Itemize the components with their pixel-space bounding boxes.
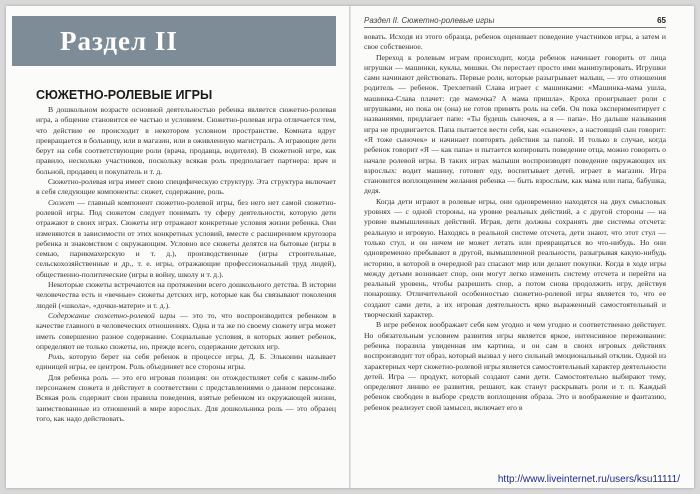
left-paragraph [36,280,336,311]
paragraph-text: — это то, что воспроизводится ребенком в качестве главного в человеческих отношениях. Одна и та же по своему сюжету игра может иметь совершенно разное содержание. Социальные условия, в которых живет ребенок, определяют не только сюжеты, но, прежде всего, содержание детских игр. [36,310,336,351]
right-page [364,16,666,413]
watermark-link[interactable]: http://www.liveinternet.ru/users/ksu11111/ [497,474,680,485]
right-body-text [364,32,666,413]
right-paragraph: вовать. Исходя из этого образца, ребенок оценивает поведение участников игры, а затем и свое собственное. [364,32,666,52]
book-spread [6,6,694,488]
paragraph-lead-term: Содержание сюжетно-ролевой игры [48,310,176,320]
running-head-title: Раздел II. Сюжетно-ролевые игры [364,16,495,25]
left-paragraph [36,352,336,373]
page-number: 65 [657,16,666,25]
left-body-text [36,105,336,424]
left-paragraph [36,198,336,280]
chapter-banner [12,16,336,66]
paragraph-text: Некоторые сюжеты встречаются на протяжении всего дошкольного детства. В истории человечества есть и «вечные» сюжеты детских игр, которые как бы связывают поколения людей («школа», «дочки-матери» и т. д.). [36,280,336,310]
left-paragraph [36,177,336,198]
paragraph-text: , которую берет на себя ребенок в процессе игры, Д. Б. Эльконин называет единицей игры, ее центром. Роль объединяет все стороны игры. [36,352,336,372]
right-paragraph: В игре ребенок воображает себя кем угодно и чем угодно и соответственно действует. Но обязательным условием развития игры является яркое, интенсивное переживание: ребенка поразила увиденная им картина, и он сам в своих игровых действиях воспроизводит тот образ, который вызвал у него сильный эмоциональный отклик. Одной из характерных черт сюжетно-ролевой игры является самостоятельный характер деятельности детей. Игра — продукт, который создают сами дети. Самостоятельно выбирают тему, определяют линию ее развития, решают, как станут раскрывать роли и т. п. Каждый ребенок свободен в выборе средств воплощения образа. Это и воображение и фантазию, ребенок реализует свой замысел, включает его в [364,320,666,412]
chapter-title: Раздел II [60,26,178,56]
right-paragraph: Переход к ролевым играм происходит, когда ребенок начинает говорить от лица игрушки — машинки, куклы, мишки. Он перестает просто ими манипулировать. Игрушки сами начинают действовать. Первые роли, которые разыгрывает малыш, — это отношения родитель — ребенок. Трехлетний Слава играет с машинками: «Машинка-мама ушла, машинка-Слава плачет: где мамочка? А мама пришла». Кроха проигрывает роли с игрушками, но пока он (она) не готов принять роль на себя. Он пока экспериментирует с названиями, предлагает папе: «Ты будешь сыночек, а я — папа». Но дальше называния игра не продвигается. Папа пытается вести себя, как «сыночек», а настоящий сын говорит: «Я тоже сыночек» и начинает повторять действия за папой. И только в случае, когда ребенок говорит «Я — как папа» и пытается копировать поведение отца, можно говорить о начале ролевой игры. В таких играх малыши воспроизводят поведение окружающих их взрослых: водит машину, готовит еду, воспитывает детей, играет в магазин. Игра становится воплощением желания ребенка — быть взрослым, как мама или папа, бабушка, дедя. [364,52,666,196]
left-paragraph [36,105,336,177]
book-fold [349,6,351,488]
paragraph-lead-term: Сюжет [48,197,75,207]
right-paragraph: Когда дети играют в ролевые игры, они одновременно находятся на двух смысловых уровнях — с одной стороны, на уровне реальных действий, а с другой стороны — на уровне вымышленных действий. Играя, дети должны сохранять две системы отсчета: реальную и игровую. Находясь в реальной системе отсчета, дети знают, что этот стул — только стул, и он ничем не может летать или превращаться во что-нибудь. Но они одновременно пребывают в другой, вымышленной реальности, разыгрывая какую-нибудь историю, в которой в очередной раз спасают мир или делают покупки. Когда в ходе игры между детьми возникает спор, они могут легко изменить систему отсчета и перейти на реальный уровень, чтобы разрешить спор, а потом снова продолжить игру, действуя понарошку. Отличительной особенностью сюжетно-ролевой игры является то, что ее создают сами дети, а их игровая деятельность ярко выраженный самостоятельный и творческий характер. [364,196,666,320]
paragraph-lead-term: Роль [48,352,63,362]
left-paragraph [36,373,336,424]
paragraph-text: Для ребенка роль — это его игровая позиция: он отождествляет себя с каким-либо персонажем сюжета и действует в соответствии с представлениями о данном персонаже. Всякая роль содержит свои правила поведения, взятые ребенком из окружающей жизни, заимствованные из отношений в мире взрослых. Для дошкольника роль — это образец того, как надо действовать. [36,372,336,423]
paragraph-text: — главный компонент сюжетно-ролевой игры, без него нет самой сюжетно-ролевой игры. Под сюжетом следует понимать ту сферу деятельности, которую дети отражают в своих играх. Сюжеты игр отражают конкретные условия жизни ребенка. Они изменяются в зависимости от этих конкретных условий, вместе с расширением кругозора ребенка и знакомством с окружающим. Условно все сюжеты делятся на бытовые (игры в семью, парикмахерскую и т. д.), производственные (игры строительные, сельскохозяйственные и др., т. е. игры, отражающие профессиональный труд людей), общественно-политические (игры в войну, школу и т. д.). [36,197,336,279]
left-paragraph [36,311,336,352]
paragraph-text: В дошкольном возрасте основной деятельностью ребенка является сюжетно-ролевая игра, а общение становится ее частью и условием. Сюжетно-ролевая игра отличается тем, что действие ее происходит в некотором условном пространстве. Комната вдруг превращается в больницу, или в магазин, или в оживленную магистраль. А играющие дети берут на себя соответствующие роли (врача, продавца, водителя). В сюжетной игре, как правило, несколько участников, поскольку всякая роль предполагает партнера: врач и больной, продавец и покупатель и т. д. [36,105,336,176]
running-head [364,16,666,28]
paragraph-text: Сюжетно-ролевая игра имеет свою специфическую структуру. Эта структура включает в себя следующие компоненты: сюжет, содержание, роль. [36,177,336,197]
section-title: СЮЖЕТНО-РОЛЕВЫЕ ИГРЫ [36,88,213,102]
left-page [36,16,336,424]
